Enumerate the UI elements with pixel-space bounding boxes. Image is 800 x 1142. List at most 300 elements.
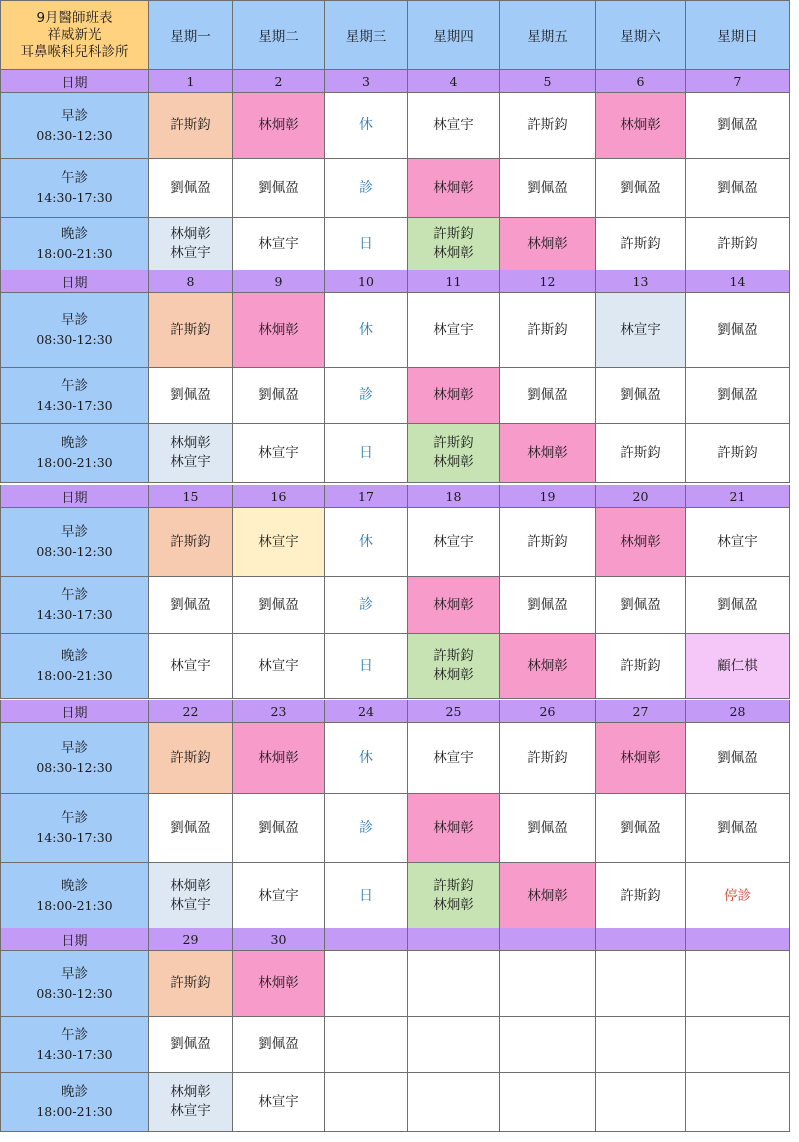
doctor-cell[interactable] bbox=[686, 634, 790, 699]
date-cell[interactable]: 12 bbox=[500, 270, 596, 293]
closed-marker[interactable] bbox=[325, 368, 408, 424]
date-cell[interactable]: 26 bbox=[500, 700, 596, 723]
doctor-cell[interactable] bbox=[233, 293, 325, 368]
session-name: 午診 bbox=[61, 170, 88, 186]
doctor-name: 日 bbox=[359, 657, 373, 674]
date-cell[interactable] bbox=[408, 928, 500, 951]
doctor-name: 劉佩盈 bbox=[717, 387, 758, 403]
doctor-name: 劉佩盈 bbox=[170, 179, 211, 196]
doctor-cell[interactable] bbox=[596, 794, 686, 863]
session-time: 14:30-17:30 bbox=[36, 1046, 113, 1062]
doctor-name: 林宣宇 bbox=[258, 235, 299, 252]
doctor-name: 林炯彰 bbox=[170, 878, 211, 894]
doctor-cell[interactable] bbox=[149, 424, 233, 483]
doctor-cell[interactable] bbox=[686, 723, 790, 794]
doctor-cell[interactable] bbox=[149, 723, 233, 794]
doctor-name: 林炯彰 bbox=[258, 975, 299, 991]
doctor-name: 許斯鈞 bbox=[527, 117, 568, 133]
doctor-name: 診 bbox=[359, 596, 373, 613]
doctor-name: 日 bbox=[359, 235, 373, 252]
closed-marker[interactable] bbox=[325, 424, 408, 483]
doctor-name: 林宣宇 bbox=[170, 657, 211, 674]
closed-marker[interactable] bbox=[325, 93, 408, 159]
date-cell[interactable]: 3 bbox=[325, 70, 408, 93]
day-header-1[interactable]: 星期一 bbox=[149, 0, 233, 70]
doctor-name: 林炯彰 bbox=[170, 226, 211, 242]
doctor-name: 劉佩盈 bbox=[527, 819, 568, 836]
empty-cell[interactable] bbox=[325, 1073, 408, 1132]
doctor-cell[interactable] bbox=[149, 951, 233, 1017]
doctor-cell[interactable] bbox=[233, 723, 325, 794]
doctor-cell[interactable] bbox=[500, 863, 596, 930]
date-cell[interactable]: 7 bbox=[686, 70, 790, 93]
empty-cell[interactable] bbox=[500, 1073, 596, 1132]
doctor-name: 林炯彰 bbox=[527, 657, 568, 674]
doctor-name: 林宣宇 bbox=[433, 321, 474, 338]
session-name: 早診 bbox=[61, 312, 88, 328]
doctor-name: 林炯彰 bbox=[170, 1084, 211, 1100]
doctor-name: 劉佩盈 bbox=[170, 819, 211, 836]
doctor-cell[interactable] bbox=[233, 1073, 325, 1132]
empty-cell[interactable] bbox=[596, 1017, 686, 1073]
doctor-name: 劉佩盈 bbox=[717, 596, 758, 613]
doctor-name: 林炯彰 bbox=[433, 387, 474, 403]
date-cell[interactable]: 25 bbox=[408, 700, 500, 723]
empty-cell[interactable] bbox=[325, 1017, 408, 1073]
doctor-name: 林炯彰 bbox=[527, 235, 568, 252]
doctor-cell[interactable] bbox=[149, 863, 233, 930]
doctor-name: 劉佩盈 bbox=[258, 1036, 299, 1052]
closed-marker[interactable] bbox=[325, 794, 408, 863]
doctor-name: 劉佩盈 bbox=[620, 819, 661, 836]
doctor-name: 劉佩盈 bbox=[717, 819, 758, 836]
doctor-cell[interactable] bbox=[500, 368, 596, 424]
date-cell[interactable] bbox=[596, 928, 686, 951]
date-label: 日期 bbox=[0, 700, 149, 723]
closed-marker[interactable] bbox=[325, 293, 408, 368]
session-label bbox=[0, 159, 149, 218]
session-name: 午診 bbox=[61, 377, 88, 394]
doctor-cell[interactable] bbox=[408, 293, 500, 368]
session-label bbox=[0, 368, 149, 424]
doctor-name: 許斯鈞 bbox=[527, 749, 568, 766]
date-cell[interactable]: 21 bbox=[686, 485, 790, 508]
session-name: 早診 bbox=[61, 740, 88, 756]
doctor-name: 休 bbox=[359, 117, 373, 133]
doctor-name: 林炯彰 bbox=[433, 245, 474, 261]
doctor-cell[interactable] bbox=[408, 159, 500, 218]
doctor-name: 林宣宇 bbox=[258, 444, 299, 461]
doctor-cell[interactable] bbox=[233, 577, 325, 634]
doctor-cell[interactable] bbox=[596, 93, 686, 159]
doctor-name: 劉佩盈 bbox=[258, 819, 299, 836]
session-time: 08:30-12:30 bbox=[36, 544, 113, 559]
doctor-cell[interactable] bbox=[596, 723, 686, 794]
session-name: 晚診 bbox=[61, 648, 88, 664]
closed-marker[interactable] bbox=[325, 577, 408, 634]
doctor-cell[interactable] bbox=[149, 634, 233, 699]
doctor-name: 林炯彰 bbox=[433, 596, 474, 613]
doctor-name: 林炯彰 bbox=[433, 454, 474, 470]
session-name: 午診 bbox=[61, 587, 88, 603]
doctor-cell[interactable] bbox=[233, 863, 325, 930]
doctor-name: 劉佩盈 bbox=[717, 179, 758, 196]
doctor-name: 林宣宇 bbox=[717, 533, 758, 550]
doctor-cell[interactable] bbox=[408, 577, 500, 634]
date-cell[interactable]: 18 bbox=[408, 485, 500, 508]
doctor-cell[interactable] bbox=[686, 159, 790, 218]
empty-cell[interactable] bbox=[500, 1017, 596, 1073]
date-cell[interactable]: 16 bbox=[233, 485, 325, 508]
doctor-cell[interactable] bbox=[500, 424, 596, 483]
doctor-cell[interactable] bbox=[233, 159, 325, 218]
session-time: 08:30-12:30 bbox=[36, 760, 113, 775]
session-time: 14:30-17:30 bbox=[36, 397, 113, 413]
day-header-7[interactable]: 星期日 bbox=[686, 0, 790, 70]
doctor-cell[interactable] bbox=[686, 218, 790, 271]
doctor-cell[interactable] bbox=[686, 93, 790, 159]
doctor-name: 林炯彰 bbox=[527, 887, 568, 904]
empty-cell[interactable] bbox=[596, 1073, 686, 1132]
day-header-5[interactable]: 星期五 bbox=[500, 0, 596, 70]
date-cell[interactable]: 13 bbox=[596, 270, 686, 293]
doctor-name: 林炯彰 bbox=[258, 749, 299, 766]
doctor-cell[interactable] bbox=[686, 293, 790, 368]
doctor-cell[interactable] bbox=[500, 508, 596, 577]
doctor-cell[interactable] bbox=[233, 634, 325, 699]
doctor-name: 劉佩盈 bbox=[527, 179, 568, 196]
doctor-name: 林宣宇 bbox=[170, 454, 211, 470]
empty-cell[interactable] bbox=[686, 951, 790, 1017]
doctor-cell[interactable] bbox=[233, 218, 325, 271]
doctor-cell[interactable] bbox=[408, 424, 500, 483]
doctor-name: 劉佩盈 bbox=[170, 387, 211, 403]
doctor-name: 林炯彰 bbox=[258, 321, 299, 338]
doctor-name: 許斯鈞 bbox=[620, 887, 661, 904]
date-cell[interactable]: 27 bbox=[596, 700, 686, 723]
date-label: 日期 bbox=[0, 270, 149, 293]
day-header-2[interactable]: 星期二 bbox=[233, 0, 325, 70]
date-label: 日期 bbox=[0, 485, 149, 508]
doctor-name: 林炯彰 bbox=[527, 444, 568, 461]
doctor-name: 劉佩盈 bbox=[717, 117, 758, 133]
empty-cell[interactable] bbox=[408, 1073, 500, 1132]
doctor-cell[interactable] bbox=[596, 368, 686, 424]
session-name: 午診 bbox=[61, 1026, 88, 1043]
doctor-name: 許斯鈞 bbox=[620, 235, 661, 252]
doctor-cell[interactable] bbox=[686, 577, 790, 634]
date-cell[interactable]: 1 bbox=[149, 70, 233, 93]
doctor-cell[interactable] bbox=[408, 218, 500, 271]
doctor-cell[interactable] bbox=[596, 577, 686, 634]
doctor-name: 休 bbox=[359, 533, 373, 550]
date-cell[interactable]: 29 bbox=[149, 928, 233, 951]
doctor-name: 林炯彰 bbox=[620, 117, 661, 133]
doctor-name: 許斯鈞 bbox=[717, 235, 758, 252]
session-label bbox=[0, 634, 149, 699]
date-cell[interactable]: 17 bbox=[325, 485, 408, 508]
doctor-cell[interactable] bbox=[149, 293, 233, 368]
doctor-cell[interactable] bbox=[500, 218, 596, 271]
session-time: 18:00-21:30 bbox=[36, 1104, 113, 1119]
doctor-name: 林宣宇 bbox=[170, 245, 211, 261]
doctor-name: 林炯彰 bbox=[433, 179, 474, 196]
doctor-name: 許斯鈞 bbox=[433, 226, 474, 242]
doctor-name: 許斯鈞 bbox=[527, 321, 568, 338]
doctor-cell[interactable] bbox=[233, 93, 325, 159]
session-label bbox=[0, 951, 149, 1017]
doctor-name: 林宣宇 bbox=[433, 749, 474, 766]
doctor-name: 許斯鈞 bbox=[717, 444, 758, 461]
session-time: 08:30-12:30 bbox=[36, 127, 113, 143]
session-label bbox=[0, 508, 149, 577]
doctor-name: 許斯鈞 bbox=[170, 117, 211, 133]
session-time: 18:00-21:30 bbox=[36, 898, 113, 913]
doctor-cell[interactable] bbox=[500, 159, 596, 218]
date-cell[interactable]: 24 bbox=[325, 700, 408, 723]
doctor-name: 林宣宇 bbox=[258, 1093, 299, 1110]
empty-cell[interactable] bbox=[686, 1073, 790, 1132]
day-header-3[interactable]: 星期三 bbox=[325, 0, 408, 70]
doctor-name: 劉佩盈 bbox=[717, 321, 758, 338]
session-label bbox=[0, 93, 149, 159]
date-cell[interactable]: 8 bbox=[149, 270, 233, 293]
session-name: 早診 bbox=[61, 965, 88, 982]
doctor-name: 劉佩盈 bbox=[527, 596, 568, 613]
doctor-cell[interactable] bbox=[596, 634, 686, 699]
suspended-marker[interactable] bbox=[686, 863, 790, 930]
doctor-name: 林宣宇 bbox=[433, 117, 474, 133]
doctor-name: 林炯彰 bbox=[433, 897, 474, 913]
empty-cell[interactable] bbox=[686, 1017, 790, 1073]
date-cell[interactable]: 2 bbox=[233, 70, 325, 93]
date-label: 日期 bbox=[0, 928, 149, 951]
doctor-name: 劉佩盈 bbox=[717, 749, 758, 766]
session-name: 晚診 bbox=[61, 1084, 88, 1100]
doctor-name: 許斯鈞 bbox=[433, 878, 474, 894]
doctor-name: 診 bbox=[359, 387, 373, 403]
session-name: 晚診 bbox=[61, 226, 88, 242]
session-label bbox=[0, 863, 149, 930]
doctor-cell[interactable] bbox=[500, 293, 596, 368]
date-cell[interactable]: 23 bbox=[233, 700, 325, 723]
closed-marker[interactable] bbox=[325, 863, 408, 930]
date-cell[interactable] bbox=[325, 928, 408, 951]
doctor-name: 顧仁棋 bbox=[717, 657, 758, 674]
doctor-cell[interactable] bbox=[686, 794, 790, 863]
date-cell[interactable]: 6 bbox=[596, 70, 686, 93]
doctor-name: 許斯鈞 bbox=[433, 648, 474, 664]
session-label bbox=[0, 577, 149, 634]
doctor-cell[interactable] bbox=[596, 293, 686, 368]
session-time: 18:00-21:30 bbox=[36, 246, 113, 261]
doctor-name: 許斯鈞 bbox=[433, 435, 474, 451]
doctor-cell[interactable] bbox=[233, 368, 325, 424]
doctor-cell[interactable] bbox=[686, 508, 790, 577]
date-cell[interactable]: 20 bbox=[596, 485, 686, 508]
date-cell[interactable]: 5 bbox=[500, 70, 596, 93]
doctor-cell[interactable] bbox=[233, 1017, 325, 1073]
date-cell[interactable]: 9 bbox=[233, 270, 325, 293]
doctor-cell[interactable] bbox=[408, 723, 500, 794]
doctor-name: 林宣宇 bbox=[170, 897, 211, 913]
doctor-name: 林宣宇 bbox=[170, 1103, 211, 1119]
doctor-cell[interactable] bbox=[596, 863, 686, 930]
doctor-cell[interactable] bbox=[500, 794, 596, 863]
session-name: 早診 bbox=[61, 524, 88, 540]
doctor-name: 劉佩盈 bbox=[620, 387, 661, 403]
session-time: 08:30-12:30 bbox=[36, 332, 113, 347]
doctor-cell[interactable] bbox=[500, 634, 596, 699]
session-label bbox=[0, 1073, 149, 1132]
doctor-name: 劉佩盈 bbox=[258, 387, 299, 403]
empty-cell[interactable] bbox=[500, 951, 596, 1017]
date-cell[interactable]: 28 bbox=[686, 700, 790, 723]
doctor-cell[interactable] bbox=[233, 508, 325, 577]
doctor-name: 林炯彰 bbox=[433, 819, 474, 836]
doctor-name: 診 bbox=[359, 819, 373, 836]
doctor-cell[interactable] bbox=[233, 424, 325, 483]
doctor-cell[interactable] bbox=[686, 368, 790, 424]
empty-cell[interactable] bbox=[408, 951, 500, 1017]
doctor-cell[interactable] bbox=[408, 508, 500, 577]
session-time: 14:30-17:30 bbox=[36, 830, 113, 845]
closed-marker[interactable] bbox=[325, 218, 408, 271]
date-cell[interactable]: 15 bbox=[149, 485, 233, 508]
doctor-name: 劉佩盈 bbox=[620, 596, 661, 613]
doctor-cell[interactable] bbox=[149, 1073, 233, 1132]
closed-marker[interactable] bbox=[325, 508, 408, 577]
doctor-name: 林炯彰 bbox=[620, 749, 661, 766]
doctor-name: 許斯鈞 bbox=[170, 533, 211, 550]
doctor-cell[interactable] bbox=[149, 794, 233, 863]
doctor-name: 許斯鈞 bbox=[527, 533, 568, 550]
doctor-name: 許斯鈞 bbox=[620, 657, 661, 674]
doctor-cell[interactable] bbox=[408, 794, 500, 863]
doctor-cell[interactable] bbox=[596, 159, 686, 218]
session-time: 08:30-12:30 bbox=[36, 985, 113, 1001]
doctor-name: 林宣宇 bbox=[620, 321, 661, 338]
doctor-cell[interactable] bbox=[596, 218, 686, 271]
doctor-name: 許斯鈞 bbox=[170, 975, 211, 991]
doctor-cell[interactable] bbox=[596, 508, 686, 577]
doctor-cell[interactable] bbox=[149, 368, 233, 424]
doctor-name: 停診 bbox=[724, 887, 751, 904]
doctor-cell[interactable] bbox=[149, 218, 233, 271]
doctor-name: 劉佩盈 bbox=[170, 596, 211, 613]
session-label bbox=[0, 723, 149, 794]
doctor-name: 劉佩盈 bbox=[170, 1036, 211, 1052]
date-cell[interactable]: 4 bbox=[408, 70, 500, 93]
doctor-name: 林宣宇 bbox=[258, 657, 299, 674]
doctor-name: 林宣宇 bbox=[258, 533, 299, 550]
doctor-cell[interactable] bbox=[149, 159, 233, 218]
empty-cell[interactable] bbox=[596, 951, 686, 1017]
doctor-name: 林炯彰 bbox=[620, 533, 661, 550]
empty-cell[interactable] bbox=[325, 951, 408, 1017]
session-name: 午診 bbox=[61, 810, 88, 826]
doctor-cell[interactable] bbox=[408, 863, 500, 930]
doctor-name: 劉佩盈 bbox=[620, 179, 661, 196]
doctor-name: 休 bbox=[359, 321, 373, 338]
date-label: 日期 bbox=[0, 70, 149, 93]
doctor-cell[interactable] bbox=[149, 508, 233, 577]
date-cell[interactable]: 30 bbox=[233, 928, 325, 951]
doctor-name: 許斯鈞 bbox=[620, 444, 661, 461]
doctor-name: 許斯鈞 bbox=[170, 749, 211, 766]
date-cell[interactable] bbox=[500, 928, 596, 951]
sheet-edge bbox=[790, 0, 800, 1142]
schedule-title[interactable] bbox=[0, 0, 149, 70]
doctor-cell[interactable] bbox=[500, 723, 596, 794]
session-time: 14:30-17:30 bbox=[36, 190, 113, 205]
doctor-cell[interactable] bbox=[408, 368, 500, 424]
doctor-name: 林炯彰 bbox=[170, 435, 211, 451]
doctor-cell[interactable] bbox=[233, 951, 325, 1017]
session-time: 18:00-21:30 bbox=[36, 668, 113, 683]
closed-marker[interactable] bbox=[325, 159, 408, 218]
date-cell[interactable]: 11 bbox=[408, 270, 500, 293]
doctor-name: 許斯鈞 bbox=[170, 321, 211, 338]
doctor-name: 劉佩盈 bbox=[258, 179, 299, 196]
title-line-3: 耳鼻喉科兒科診所 bbox=[20, 43, 129, 60]
title-line-1: 9月醫師班表 bbox=[36, 9, 113, 26]
doctor-cell[interactable] bbox=[500, 577, 596, 634]
doctor-name: 劉佩盈 bbox=[258, 596, 299, 613]
date-cell[interactable]: 10 bbox=[325, 270, 408, 293]
session-label bbox=[0, 794, 149, 863]
doctor-cell[interactable] bbox=[686, 424, 790, 483]
doctor-cell[interactable] bbox=[500, 93, 596, 159]
closed-marker[interactable] bbox=[325, 723, 408, 794]
session-name: 晚診 bbox=[61, 435, 88, 451]
session-label bbox=[0, 1017, 149, 1073]
doctor-name: 林宣宇 bbox=[433, 533, 474, 550]
doctor-name: 診 bbox=[359, 179, 373, 196]
title-line-2: 祥威新光 bbox=[47, 26, 102, 43]
empty-cell[interactable] bbox=[408, 1017, 500, 1073]
doctor-cell[interactable] bbox=[233, 794, 325, 863]
doctor-cell[interactable] bbox=[408, 93, 500, 159]
session-label bbox=[0, 293, 149, 368]
doctor-name: 林炯彰 bbox=[258, 117, 299, 133]
day-header-4[interactable]: 星期四 bbox=[408, 0, 500, 70]
doctor-name: 休 bbox=[359, 749, 373, 766]
date-cell[interactable]: 19 bbox=[500, 485, 596, 508]
session-label bbox=[0, 424, 149, 483]
doctor-cell[interactable] bbox=[596, 424, 686, 483]
doctor-cell[interactable] bbox=[149, 577, 233, 634]
doctor-cell[interactable] bbox=[149, 1017, 233, 1073]
date-cell[interactable]: 14 bbox=[686, 270, 790, 293]
closed-marker[interactable] bbox=[325, 634, 408, 699]
doctor-cell[interactable] bbox=[408, 634, 500, 699]
doctor-name: 日 bbox=[359, 444, 373, 461]
doctor-name: 林宣宇 bbox=[258, 887, 299, 904]
session-name: 早診 bbox=[61, 107, 88, 124]
session-time: 18:00-21:30 bbox=[36, 455, 113, 470]
doctor-name: 劉佩盈 bbox=[527, 387, 568, 403]
session-label bbox=[0, 218, 149, 271]
doctor-name: 日 bbox=[359, 887, 373, 904]
session-name: 晚診 bbox=[61, 878, 88, 894]
date-cell[interactable] bbox=[686, 928, 790, 951]
day-header-6[interactable]: 星期六 bbox=[596, 0, 686, 70]
doctor-name: 林炯彰 bbox=[433, 667, 474, 683]
session-time: 14:30-17:30 bbox=[36, 607, 113, 622]
date-cell[interactable]: 22 bbox=[149, 700, 233, 723]
doctor-cell[interactable] bbox=[149, 93, 233, 159]
